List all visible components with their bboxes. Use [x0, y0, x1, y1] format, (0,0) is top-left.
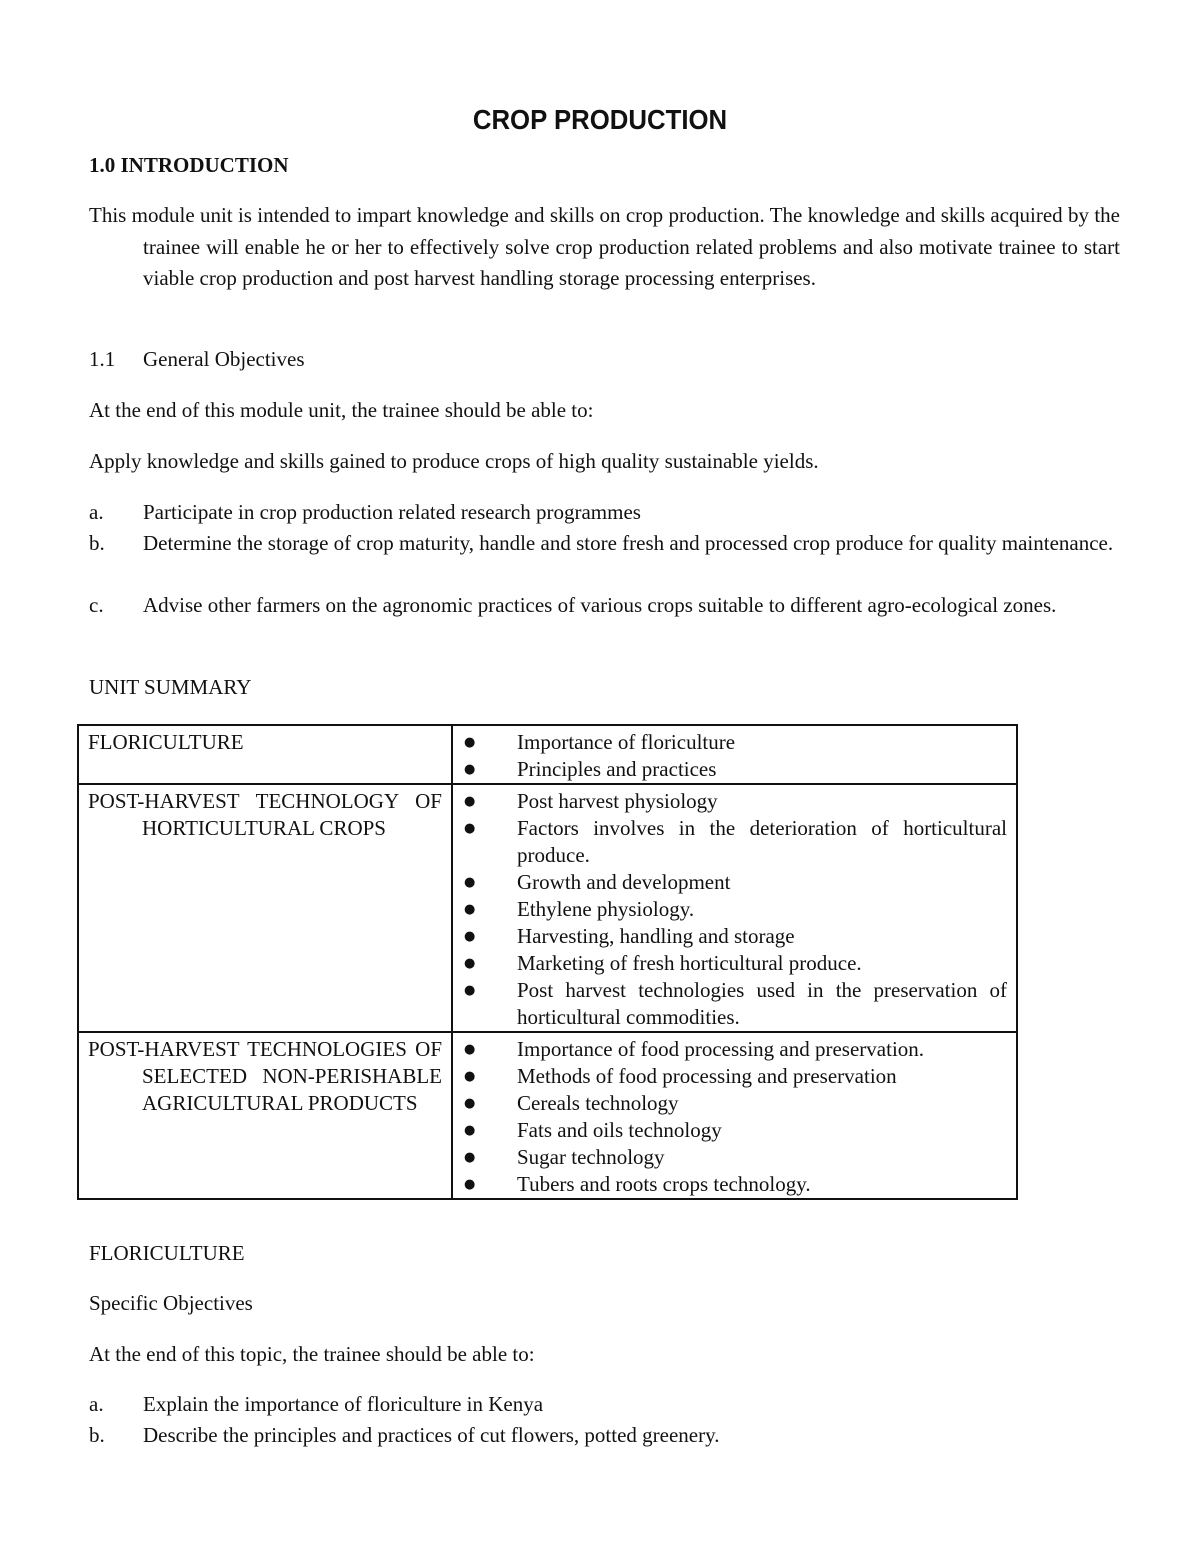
points-cell: [452, 784, 1017, 1032]
list-marker: b.: [89, 531, 105, 555]
table-row: [78, 784, 1017, 1032]
bullet-item: ● Importance of floriculture: [462, 729, 1007, 756]
points-cell: [452, 725, 1017, 784]
table-row: [78, 725, 1017, 784]
apply-statement: Apply knowledge and skills gained to produce crops of high quality sustainable yields.: [89, 449, 819, 473]
bullet-item: ● Post harvest physiology: [462, 788, 1007, 815]
bullet-item: ● Importance of food processing and preservation.: [462, 1036, 1007, 1063]
bullet-item: ● Methods of food processing and preservation: [462, 1063, 1007, 1090]
topic-text: POST-HARVEST TECHNOLOGY OF HORTICULTURAL CROPS: [88, 789, 442, 840]
bullet-list: [462, 729, 1007, 783]
topic-cell: [78, 784, 452, 1032]
subsection-title: General Objectives: [143, 347, 305, 371]
points-cell: [452, 1032, 1017, 1199]
unit-summary-table: [77, 724, 1018, 1200]
topic-text: FLORICULTURE: [88, 730, 244, 754]
bullet-item: ● Growth and development: [462, 869, 1007, 896]
subsection-heading: [89, 344, 305, 375]
list-item-text: Participate in crop production related research programmes: [143, 500, 641, 524]
floriculture-heading: FLORICULTURE: [89, 1241, 245, 1265]
list-item-text: Advise other farmers on the agronomic practices of various crops suitable to different agro-ecological zones.: [143, 593, 1057, 617]
section-heading-introduction: 1.0 INTRODUCTION: [89, 153, 289, 177]
objectives-lead-text: At the end of this module unit, the trainee should be able to:: [89, 398, 594, 422]
bullet-item: ● Principles and practices: [462, 756, 1007, 783]
list-item: [89, 1420, 1120, 1451]
specific-objectives-heading: Specific Objectives: [89, 1291, 253, 1315]
list-item-text: Determine the storage of crop maturity, handle and store fresh and processed crop produce for quality maintenance.: [143, 531, 1114, 555]
bullet-list: [462, 788, 1007, 1031]
topic-cell: [78, 1032, 452, 1199]
list-marker: b.: [89, 1423, 105, 1447]
list-item: [89, 590, 1120, 621]
bullet-item: ● Cereals technology: [462, 1090, 1007, 1117]
list-item-text: Describe the principles and practices of cut flowers, potted greenery.: [143, 1423, 720, 1447]
topic-cell: [78, 725, 452, 784]
bullet-item: ● Post harvest technologies used in the preservation of horticultural commodities.: [462, 977, 1007, 1031]
bullet-item: ● Sugar technology: [462, 1144, 1007, 1171]
list-item: [89, 1389, 1120, 1420]
document-title: CROP PRODUCTION: [472, 104, 728, 135]
list-marker: a.: [89, 1392, 104, 1416]
bullet-item: ● Harvesting, handling and storage: [462, 923, 1007, 950]
list-item: [89, 497, 1120, 528]
bullet-item: ● Tubers and roots crops technology.: [462, 1171, 1007, 1198]
bullet-item: ● Marketing of fresh horticultural produce.: [462, 950, 1007, 977]
list-item: [89, 528, 1120, 559]
bullet-item: ● Factors involves in the deterioration of horticultural produce.: [462, 815, 1007, 869]
bullet-item: ● Fats and oils technology: [462, 1117, 1007, 1144]
list-marker: a.: [89, 500, 104, 524]
bullet-item: ● Ethylene physiology.: [462, 896, 1007, 923]
topic-text: POST-HARVEST TECHNOLOGIES OF SELECTED NON-PERISHABLE AGRICULTURAL PRODUCTS: [88, 1037, 442, 1115]
intro-paragraph: This module unit is intended to impart knowledge and skills on crop production. The knowledge and skills acquired by the trainee will enable he or her to effectively solve crop production related problems and also motivate trainee to start viable crop production and post harvest handling storage processing enterprises.: [89, 203, 1120, 291]
subsection-number: 1.1: [89, 347, 116, 371]
list-marker: c.: [89, 593, 104, 617]
list-item-text: Explain the importance of floriculture in Kenya: [143, 1392, 544, 1416]
bullet-list: [462, 1036, 1007, 1198]
unit-summary-heading: UNIT SUMMARY: [89, 675, 252, 699]
floriculture-lead-text: At the end of this topic, the trainee should be able to:: [89, 1342, 535, 1366]
table-row: [78, 1032, 1017, 1199]
